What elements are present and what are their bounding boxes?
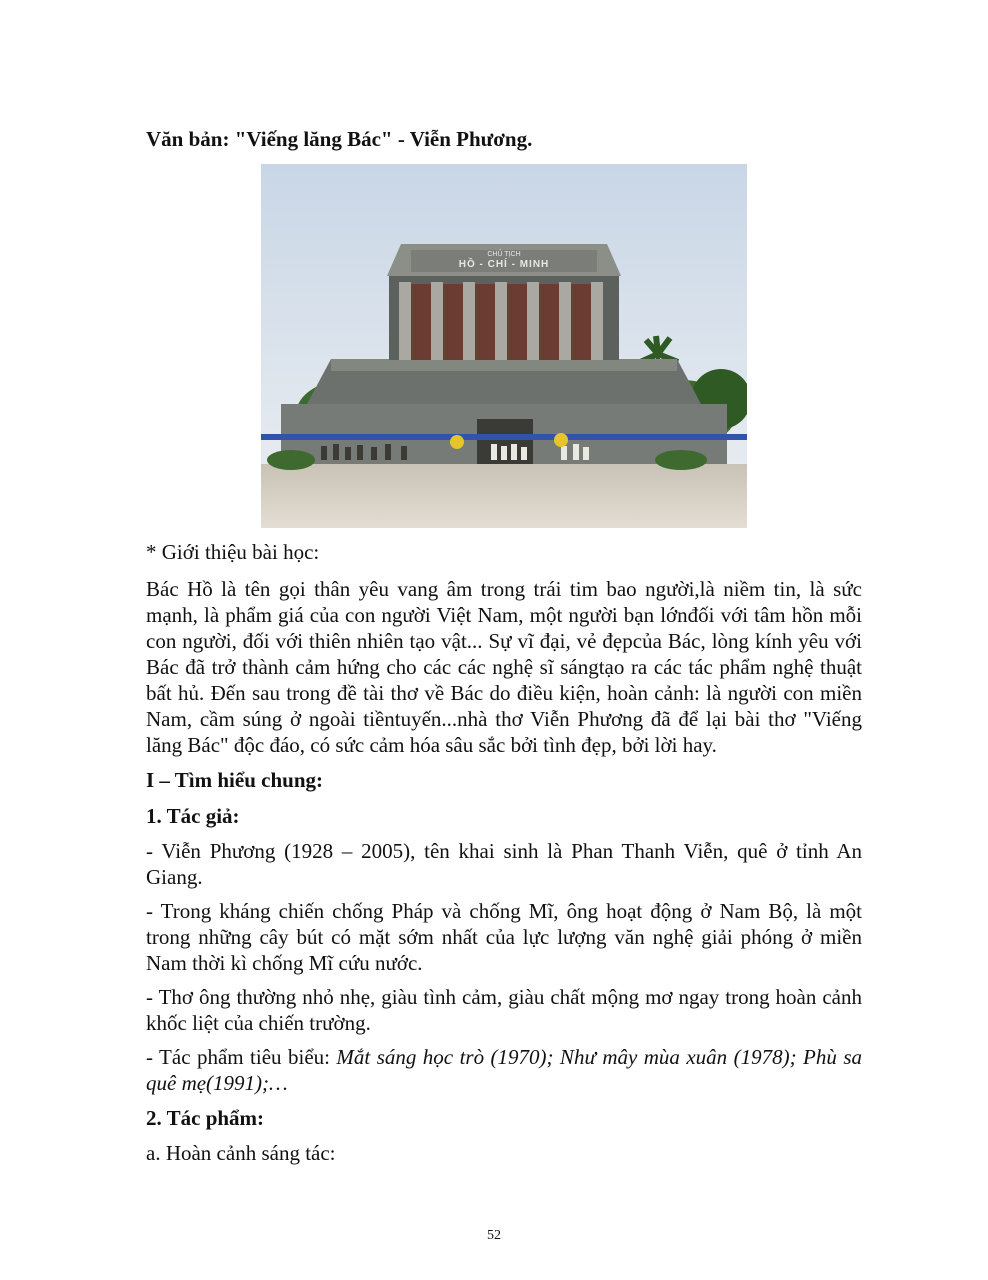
mausoleum-illustration [261,164,747,528]
author-paragraph-3: - Thơ ông thường nhỏ nhẹ, giàu tình cảm, giàu chất mộng mơ ngay trong hoàn cảnh khốc liệt của chiến trường. [146,985,862,1035]
intro-paragraph: Bác Hồ là tên gọi thân yêu vang âm trong trái tim bao người,là niềm tin, là sức mạnh, là phẩm giá của con người Việt Nam, một người bạn lớnđối với tâm hồn mỗi con người, đối với thiên nhiên tạo vật... Sự vĩ đại, vẻ đẹpcủa Bác, lòng kính yêu với Bác đã trở thành cảm hứng cho các các nghệ sĩ sángtạo ra các tác phẩm nghệ thuật bất hủ. Đến sau trong đề tài thơ về Bác do điều kiện, hoàn cảnh: là người con miền Nam, cầm súng ở ngoài tiềntuyến...nhà thơ Viễn Phương đã để lại bài thơ "Viếng lăng Bác" độc đáo, có sức cảm hóa sâu sắc bởi tình đẹp, bởi lời hay. [146,577,862,757]
section-heading-general: I – Tìm hiểu chung: [146,768,323,792]
document-title: Văn bản: "Viếng lăng Bác" - Viễn Phương. [146,127,533,151]
subsection-heading-author: 1. Tác giả: [146,804,240,828]
page-number: 52 [487,1228,501,1243]
subsection-heading-work: 2. Tác phẩm: [146,1106,265,1130]
photo-sign-small: CHỦ TỊCH [487,251,521,258]
intro-label: * Giới thiệu bài học: [146,540,320,564]
author-works-paragraph [146,1044,862,1096]
mausoleum-photo [261,164,747,528]
works-label: - Tác phẩm tiêu biểu: [146,1045,337,1069]
photo-sign: HỒ - CHÍ - MINH [458,259,550,270]
photo-sign-block [411,250,597,271]
document-content [146,124,862,1174]
author-paragraph-1: - Viễn Phương (1928 – 2005), tên khai sinh là Phan Thanh Viễn, quê ở tỉnh An Giang. [146,839,862,889]
author-paragraph-2: - Trong kháng chiến chống Pháp và chống Mĩ, ông hoạt động ở Nam Bộ, là một trong những cây bút có mặt sớm nhất của lực lượng văn nghệ giải phóng ở miền Nam thời kì chống Mĩ cứu nước. [146,899,862,975]
context-label: a. Hoàn cảnh sáng tác: [146,1141,336,1165]
works-titles: Mắt sáng học trò (1970); Như mây mùa xuân (1978); Phù sa quê mẹ(1991);… [146,1045,862,1095]
